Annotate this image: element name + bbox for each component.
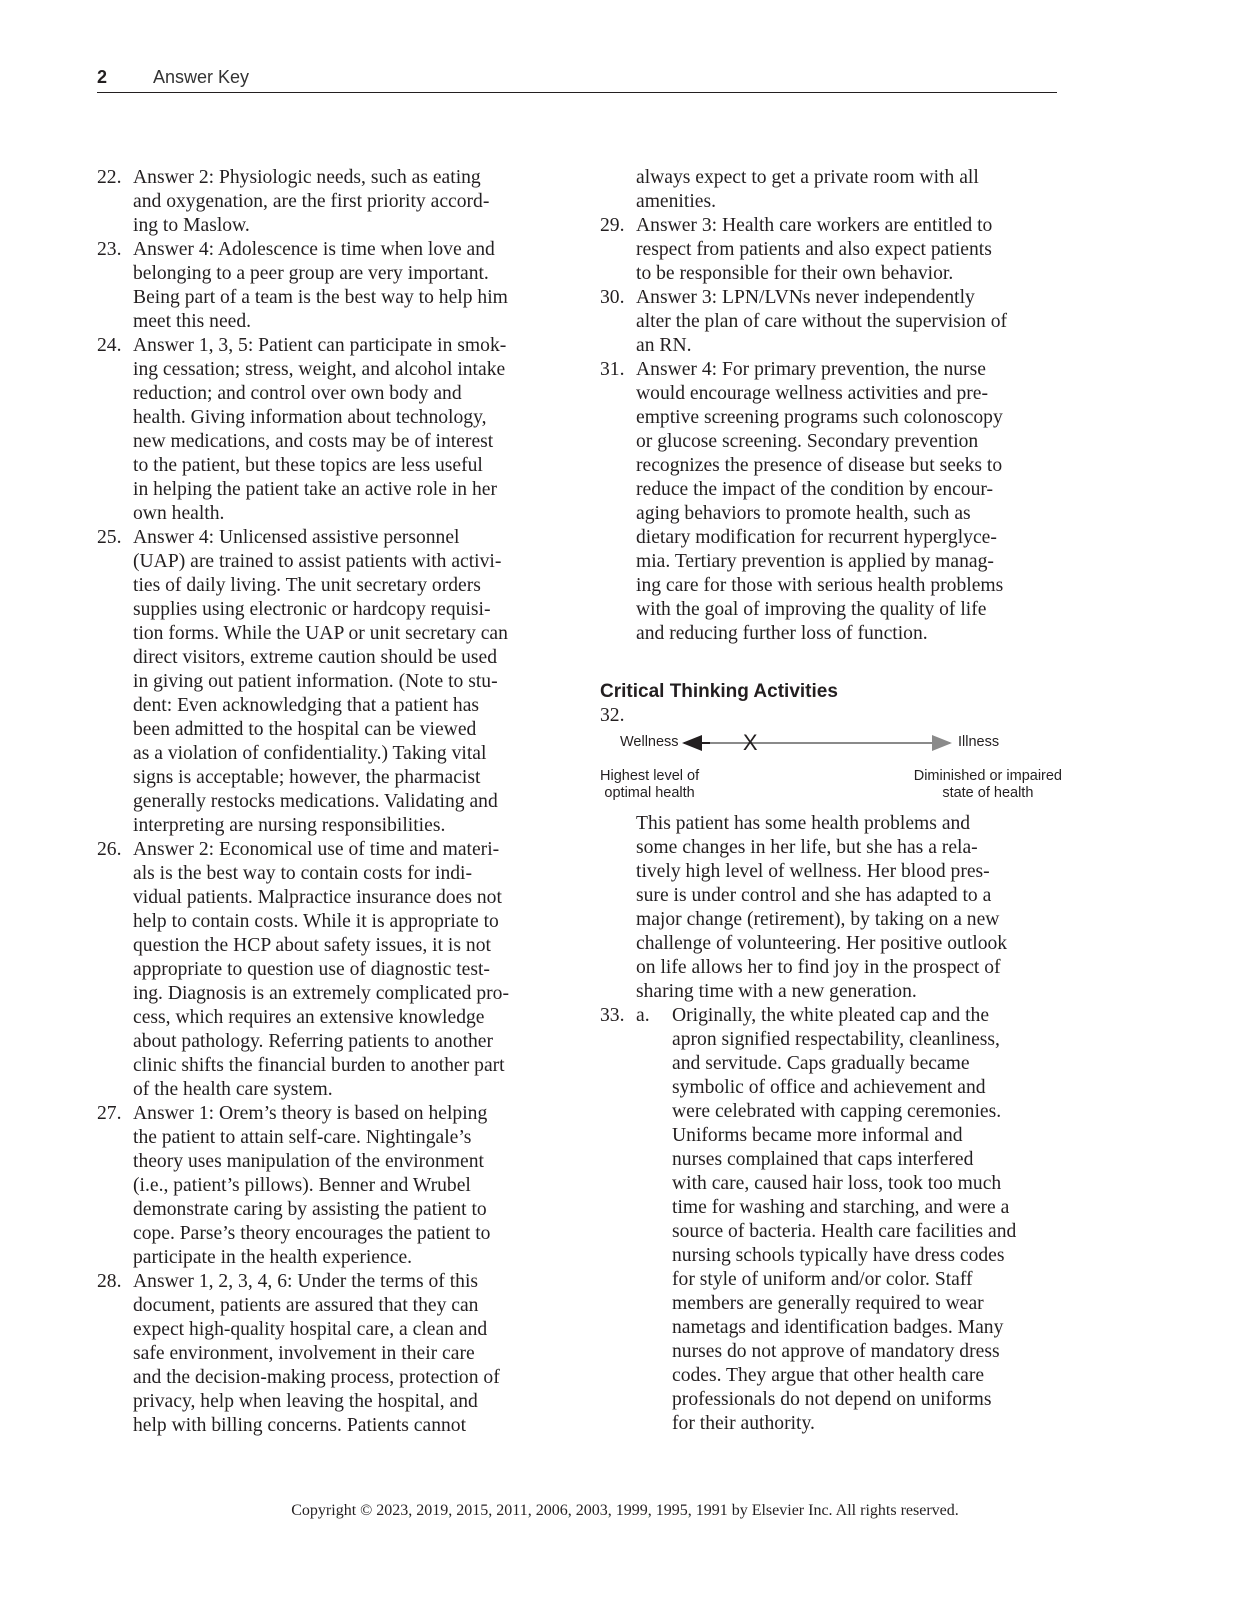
- section-heading: Critical Thinking Activities: [600, 681, 838, 702]
- question-32-answer: This patient has some health problems and some changes in her life, but she has a rela- tively high level of wellness. Her blood pres- sure is under control and she has adapted to a major change (retirement), by taking on a new challenge of volunteering. Her positive outlook on life allows her to find joy in the prospect of sharing time with a new generation.: [636, 813, 1008, 1002]
- item-number: 31.: [600, 359, 625, 380]
- item-text: Answer 4: Adolescence is time when love and belonging to a peer group are very important. Being part of a team is the best way to help him meet this need.: [133, 239, 508, 332]
- wellness-illness-scale: [600, 730, 1062, 812]
- copyright-footer: Copyright © 2023, 2019, 2015, 2011, 2006, 2003, 1999, 1995, 1991 by Elsevier Inc. All rights reserved.: [291, 1502, 959, 1519]
- item-number: 22.: [97, 167, 122, 188]
- wellness-description: Highest level of optimal health: [600, 768, 700, 801]
- item-number: 27.: [97, 1103, 122, 1124]
- left-column: [97, 166, 557, 1438]
- item-number: 23.: [97, 239, 122, 260]
- item-text: Originally, the white pleated cap and the apron signified respectability, cleanliness, and servitude. Caps gradually became symbolic of office and achievement and were celebrated with capping ceremonies. Uniforms became more informal and nurses complained that caps interfered with care, caused hair loss, took too much time for washing and starching, and were a source of bacteria. Health care facilities and nursing schools typically have dress codes for style of uniform and/or color. Staff members are generally required to wear nametags and identification badges. Many nurses do not approve of mandatory dress codes. They argue that other health care professionals do not depend on uniforms for their authority.: [672, 1005, 1017, 1434]
- answer-item-22: [97, 166, 557, 238]
- page-header: [97, 64, 1057, 93]
- item-number: 25.: [97, 527, 122, 548]
- answer-item-31: [600, 358, 1062, 646]
- item-text: Answer 2: Economical use of time and materi- als is the best way to contain costs for indi- vidual patients. Malpractice insurance does not help to contain costs. While it is appropriate to question the HCP about safety issues, it is not appropriate to question use of diagnostic test- ing. Diagnosis is an extremely complicated pro- cess, which requires an extensive knowledge about pathology. Referring patients to another clinic shifts the financial burden to another part of the health care system.: [133, 839, 509, 1100]
- answer-item-29: [600, 214, 1062, 286]
- illness-label: Illness: [958, 734, 1000, 750]
- item-text: Answer 1, 2, 3, 4, 6: Under the terms of this document, patients are assured that they can expect high-quality hospital care, a clean and safe environment, involvement in their care and the decision-making process, protection of privacy, help when leaving the hospital, and help with billing concerns. Patients cannot: [133, 1271, 500, 1436]
- answer-item-30: [600, 286, 1062, 358]
- item-text: Answer 4: For primary prevention, the nurse would encourage wellness activities and pre- emptive screening programs such colonoscopy or glucose screening. Secondary prevention recognizes the presence of disease but seeks to reduce the impact of the condition by encour- aging behaviors to promote health, such as dietary modification for recurrent hyperglyce- mia. Tertiary prevention is applied by manag- ing care for those with serious health problems with the goal of improving the quality of life and reducing further loss of function.: [636, 359, 1004, 644]
- sub-item-letter: a.: [636, 1005, 650, 1026]
- answer-item-27: [97, 1102, 557, 1270]
- answer-item-28: [97, 1270, 557, 1438]
- answer-item-33a: [600, 1004, 1062, 1436]
- position-marker: X: [742, 730, 758, 755]
- answer-item-24: [97, 334, 557, 526]
- answer-item-23: [97, 238, 557, 334]
- answer-item-26: [97, 838, 557, 1102]
- item-text: Answer 1: Orem’s theory is based on helping the patient to attain self-care. Nightingale’s theory uses manipulation of the environment (i.e., patient’s pillows). Benner and Wrubel demonstrate caring by assisting the patient to cope. Parse’s theory encourages the patient to participate in the health experience.: [133, 1103, 491, 1268]
- item-number: 26.: [97, 839, 122, 860]
- item-number: 33.: [600, 1005, 625, 1026]
- item-text: Answer 3: Health care workers are entitled to respect from patients and also expect patients to be responsible for their own behavior.: [636, 215, 993, 284]
- item-text: Answer 3: LPN/LVNs never independently alter the plan of care without the supervision of an RN.: [636, 287, 1008, 356]
- illness-description: Diminished or impaired state of health: [913, 768, 1062, 801]
- header-title: Answer Key: [153, 67, 250, 87]
- question-number-32: 32.: [600, 705, 625, 726]
- item-number: 24.: [97, 335, 122, 356]
- wellness-label: Wellness: [620, 734, 679, 750]
- item-text: Answer 4: Unlicensed assistive personnel (UAP) are trained to assist patients with activi- ties of daily living. The unit secretary orders supplies using electronic or hardcopy requisi- tion forms. While the UAP or unit secretary can direct visitors, extreme caution should be used in giving out patient information. (Note to stu- dent: Even acknowledging that a patient has been admitted to the hospital can be viewed as a violation of confidentiality.) Taking vital signs is acceptable; however, the pharmacist generally restocks medications. Validating and interpreting are nursing responsibilities.: [133, 527, 508, 836]
- item-text: Answer 1, 3, 5: Patient can participate in smok- ing cessation; stress, weight, and alcohol intake reduction; and control over own body and health. Giving information about technology, new medications, and costs may be of interest to the patient, but these topics are less useful in helping the patient take an active role in her own health.: [133, 335, 507, 524]
- item-number: 30.: [600, 287, 625, 308]
- page-number: 2: [97, 67, 108, 87]
- answer-item-25: [97, 526, 557, 838]
- right-column: [600, 166, 1062, 1436]
- item-28-continuation: always expect to get a private room with all amenities.: [636, 167, 979, 212]
- item-number: 29.: [600, 215, 625, 236]
- item-text: Answer 2: Physiologic needs, such as eating and oxygenation, are the first priority accord- ing to Maslow.: [133, 167, 490, 236]
- item-number: 28.: [97, 1271, 122, 1292]
